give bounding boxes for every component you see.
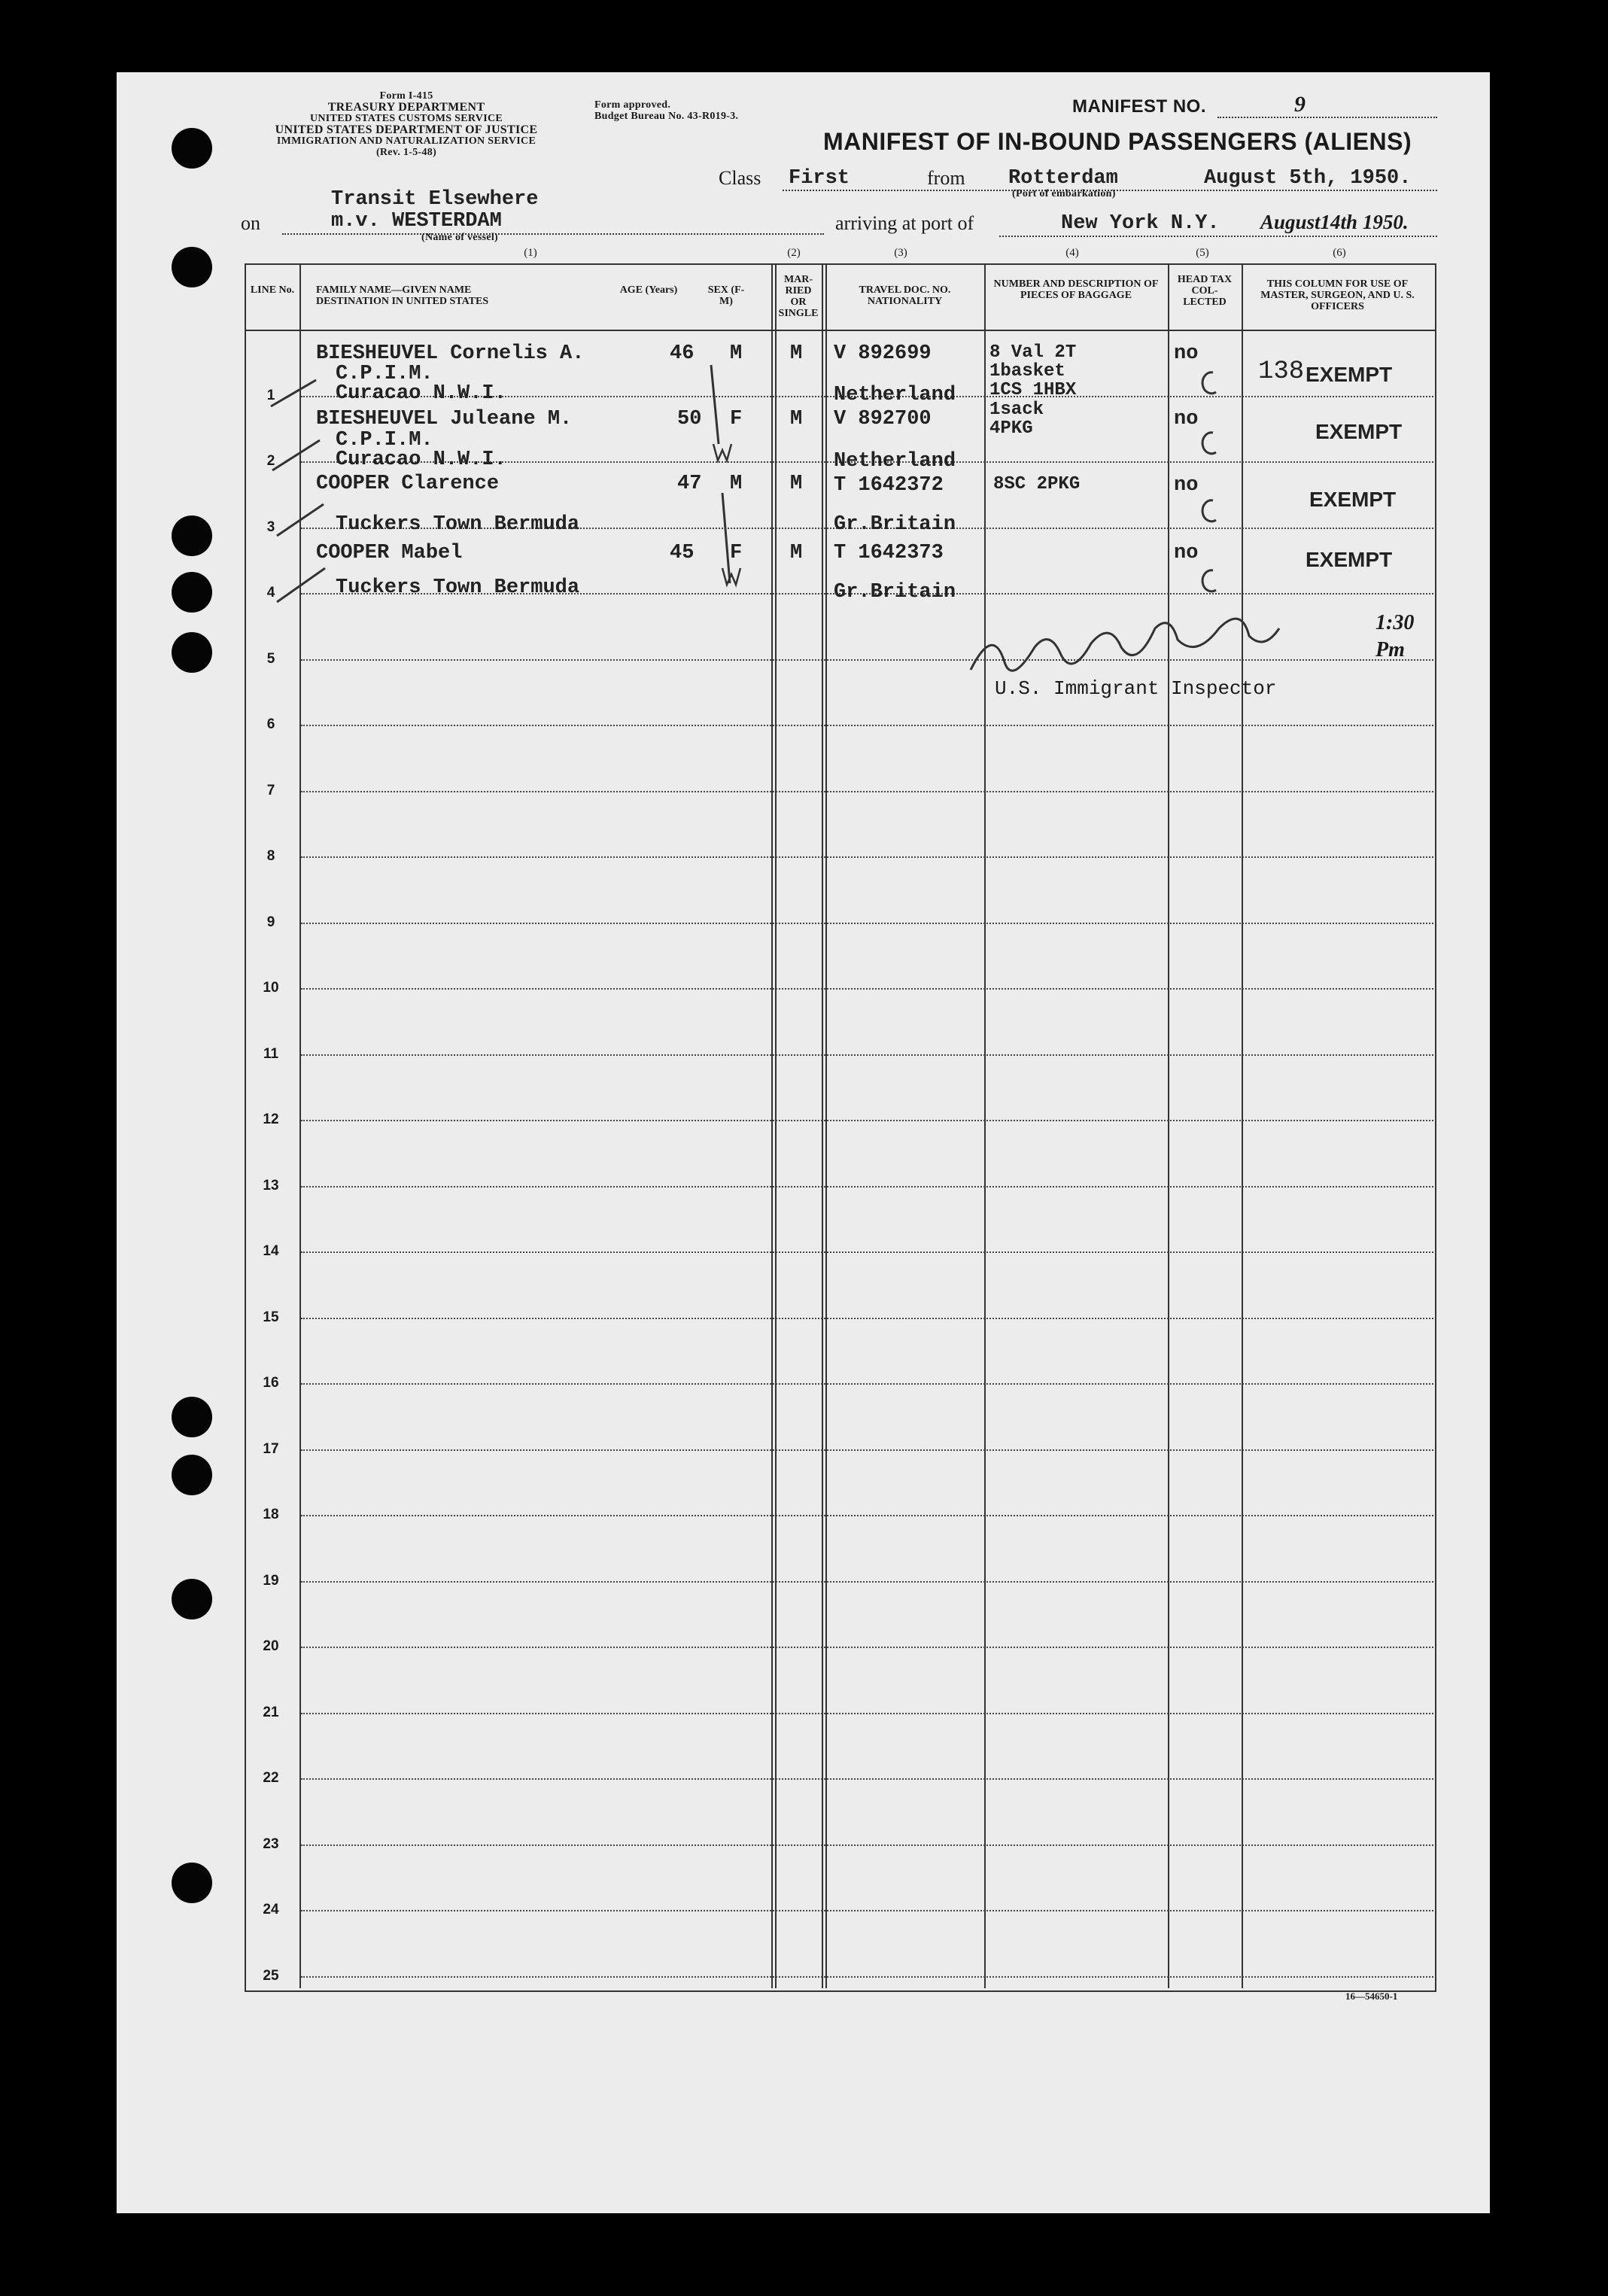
passenger-head-tax: no [1174,408,1199,430]
passenger-marital: M [790,473,803,495]
passenger-destination: Curacao N.W.I. [336,382,506,405]
passenger-destination: Curacao N.W.I. [336,449,506,471]
manifest-no-value: 9 [1294,92,1306,117]
col-header-baggage: NUMBER AND DESCRIPTION OF PIECES OF BAGGAGE [993,278,1159,301]
line-number: 6 [266,716,275,732]
exempt-stamp: EXEMPT [1309,488,1397,511]
line-number: 21 [263,1705,279,1720]
line-number: 10 [263,980,279,996]
check-mark [272,440,320,470]
passenger-age: 46 [670,342,695,365]
passenger-travel-doc: T 1642372 [834,474,944,497]
passenger-age: 47 [677,473,702,495]
passenger-affiliation: C.P.I.M. [336,429,433,452]
passenger-sex: F [730,542,743,564]
time-note: 1:30 Pm [1375,611,1415,661]
line-number: 25 [263,1968,279,1984]
check-mark [711,365,730,583]
passenger-age: 50 [677,408,702,430]
col-header-head-tax: HEAD TAX COL-LECTED [1177,274,1233,308]
passenger-baggage: 1sack [989,400,1044,420]
line-number: 17 [263,1441,279,1457]
passenger-name: COOPER Mabel [316,542,463,564]
revision: (Rev. 1-5-48) [375,147,437,158]
col-num-6: (6) [1333,247,1346,259]
exempt-stamp: EXEMPT [1306,363,1393,386]
form-approved: Form approved. [594,99,671,111]
c-mark [1202,373,1216,591]
print-code: 16—54650-1 [1345,1990,1398,2002]
arriving-label: arriving at port of [835,212,974,234]
customs-service: UNITED STATES CUSTOMS SERVICE [309,113,503,124]
ins-service: IMMIGRATION AND NATURALIZATION SERVICE [276,135,537,147]
line-number: 12 [263,1112,279,1127]
from-value: Rotterdam [1008,167,1118,190]
passenger-baggage: 4PKG [989,418,1033,439]
line-number: 11 [263,1046,279,1062]
passenger-name: BIESHEUVEL Cornelis A. [316,342,585,365]
name-header: FAMILY NAME—GIVEN NAME [316,284,472,296]
col-header-line-no: LINE No. [250,284,295,296]
passenger-baggage: 8 Val 2T [989,342,1077,363]
line-number: 15 [263,1309,279,1325]
passenger-head-tax: no [1174,342,1199,365]
passenger-age: 45 [670,542,695,564]
line-number: 16 [263,1375,279,1391]
form-number: Form I-415 [379,90,433,102]
vessel-name: m.v. WESTERDAM [331,210,502,233]
passenger-sex: M [730,342,743,365]
inspector-title: U.S. Immigrant Inspector [995,677,1277,700]
passenger-baggage: 8SC 2PKG [993,474,1081,494]
passenger-nationality: Gr.Britain [834,581,956,604]
destination-header: DESTINATION IN UNITED STATES [316,296,489,307]
class-value: First [789,167,850,190]
inspector-signature [971,619,1279,671]
line-number: 5 [266,651,275,667]
justice-dept: UNITED STATES DEPARTMENT OF JUSTICE [275,123,538,136]
col-num-5: (5) [1196,247,1209,259]
passenger-name: COOPER Clarence [316,473,500,495]
col-header-sex: SEX (F-M) [707,284,745,307]
department: TREASURY DEPARTMENT [327,101,485,114]
passenger-baggage: 1basket [989,361,1065,382]
line-number: 3 [266,519,275,535]
line-number: 22 [263,1770,279,1786]
col-num-3: (3) [894,247,907,259]
passenger-marital: M [790,342,803,365]
w-mark [713,444,743,585]
passenger-nationality: Gr.Britain [834,513,956,536]
passenger-destination: Tuckers Town Bermuda [336,576,580,599]
embark-caption: (Port of embarkation) [1012,188,1116,199]
check-mark [277,504,324,536]
passenger-head-tax: no [1174,542,1199,564]
passenger-travel-doc: T 1642373 [834,542,944,564]
passenger-baggage: 1CS 1HBX [989,380,1077,400]
passenger-travel-doc: V 892700 [834,408,932,430]
date-value: August 5th, 1950. [1204,167,1412,190]
passenger-nationality: Netherland [834,384,956,406]
line-number: 24 [263,1902,279,1917]
on-label: on [241,212,260,234]
line-number: 4 [266,585,275,601]
col-header-officers: THIS COLUMN FOR USE OF MASTER, SURGEON, AND U. S. OFFICERS [1260,278,1415,312]
exempt-stamp: EXEMPT [1306,548,1393,571]
line-number: 19 [263,1573,279,1589]
line-number: 13 [263,1178,279,1194]
line-number: 20 [263,1638,279,1654]
passenger-marital: M [790,542,803,564]
passenger-nationality: Netherland [834,450,956,473]
line-number: 9 [266,914,275,930]
col-num-2: (2) [787,247,801,259]
col-header-age: AGE (Years) [619,284,678,296]
line-number: 23 [263,1836,279,1852]
line-number: 7 [266,783,275,798]
transit-note: Transit Elsewhere [331,188,539,211]
passenger-name: BIESHEUVEL Juleane M. [316,408,573,430]
passenger-destination: Tuckers Town Bermuda [336,513,580,536]
passenger-marital: M [790,408,803,430]
check-mark [277,568,325,602]
col-num-4: (4) [1065,247,1079,259]
passenger-sex: F [730,408,743,430]
from-label: from [927,167,965,189]
check-mark [271,380,316,406]
arrival-date: August14th 1950. [1260,211,1409,233]
manifest-no-label: MANIFEST NO. [1072,96,1206,117]
exempt-stamp: EXEMPT [1315,420,1403,443]
line-number: 8 [266,848,275,864]
vessel-caption: (Name of vessel) [421,232,498,243]
line-number: 1 [266,388,275,403]
col-header-travel-doc: TRAVEL DOC. NO. NATIONALITY [859,284,951,307]
col-header-married: MAR-RIED OR SINGLE [778,274,819,319]
port-value: New York N.Y. [1061,212,1220,235]
budget-bureau: Budget Bureau No. 43-R019-3. [594,111,739,122]
page-title: MANIFEST OF IN-BOUND PASSENGERS (ALIENS) [823,128,1412,155]
class-label: Class [719,167,761,189]
col-num-1: (1) [524,247,537,259]
line-number: 2 [266,453,275,469]
passenger-sex: M [730,473,743,495]
passenger-travel-doc: V 892699 [834,342,932,365]
passenger-affiliation: C.P.I.M. [336,363,433,385]
officer-note: 138 [1258,357,1305,386]
passenger-head-tax: no [1174,474,1199,497]
line-number: 18 [263,1507,279,1522]
line-number: 14 [263,1243,279,1259]
